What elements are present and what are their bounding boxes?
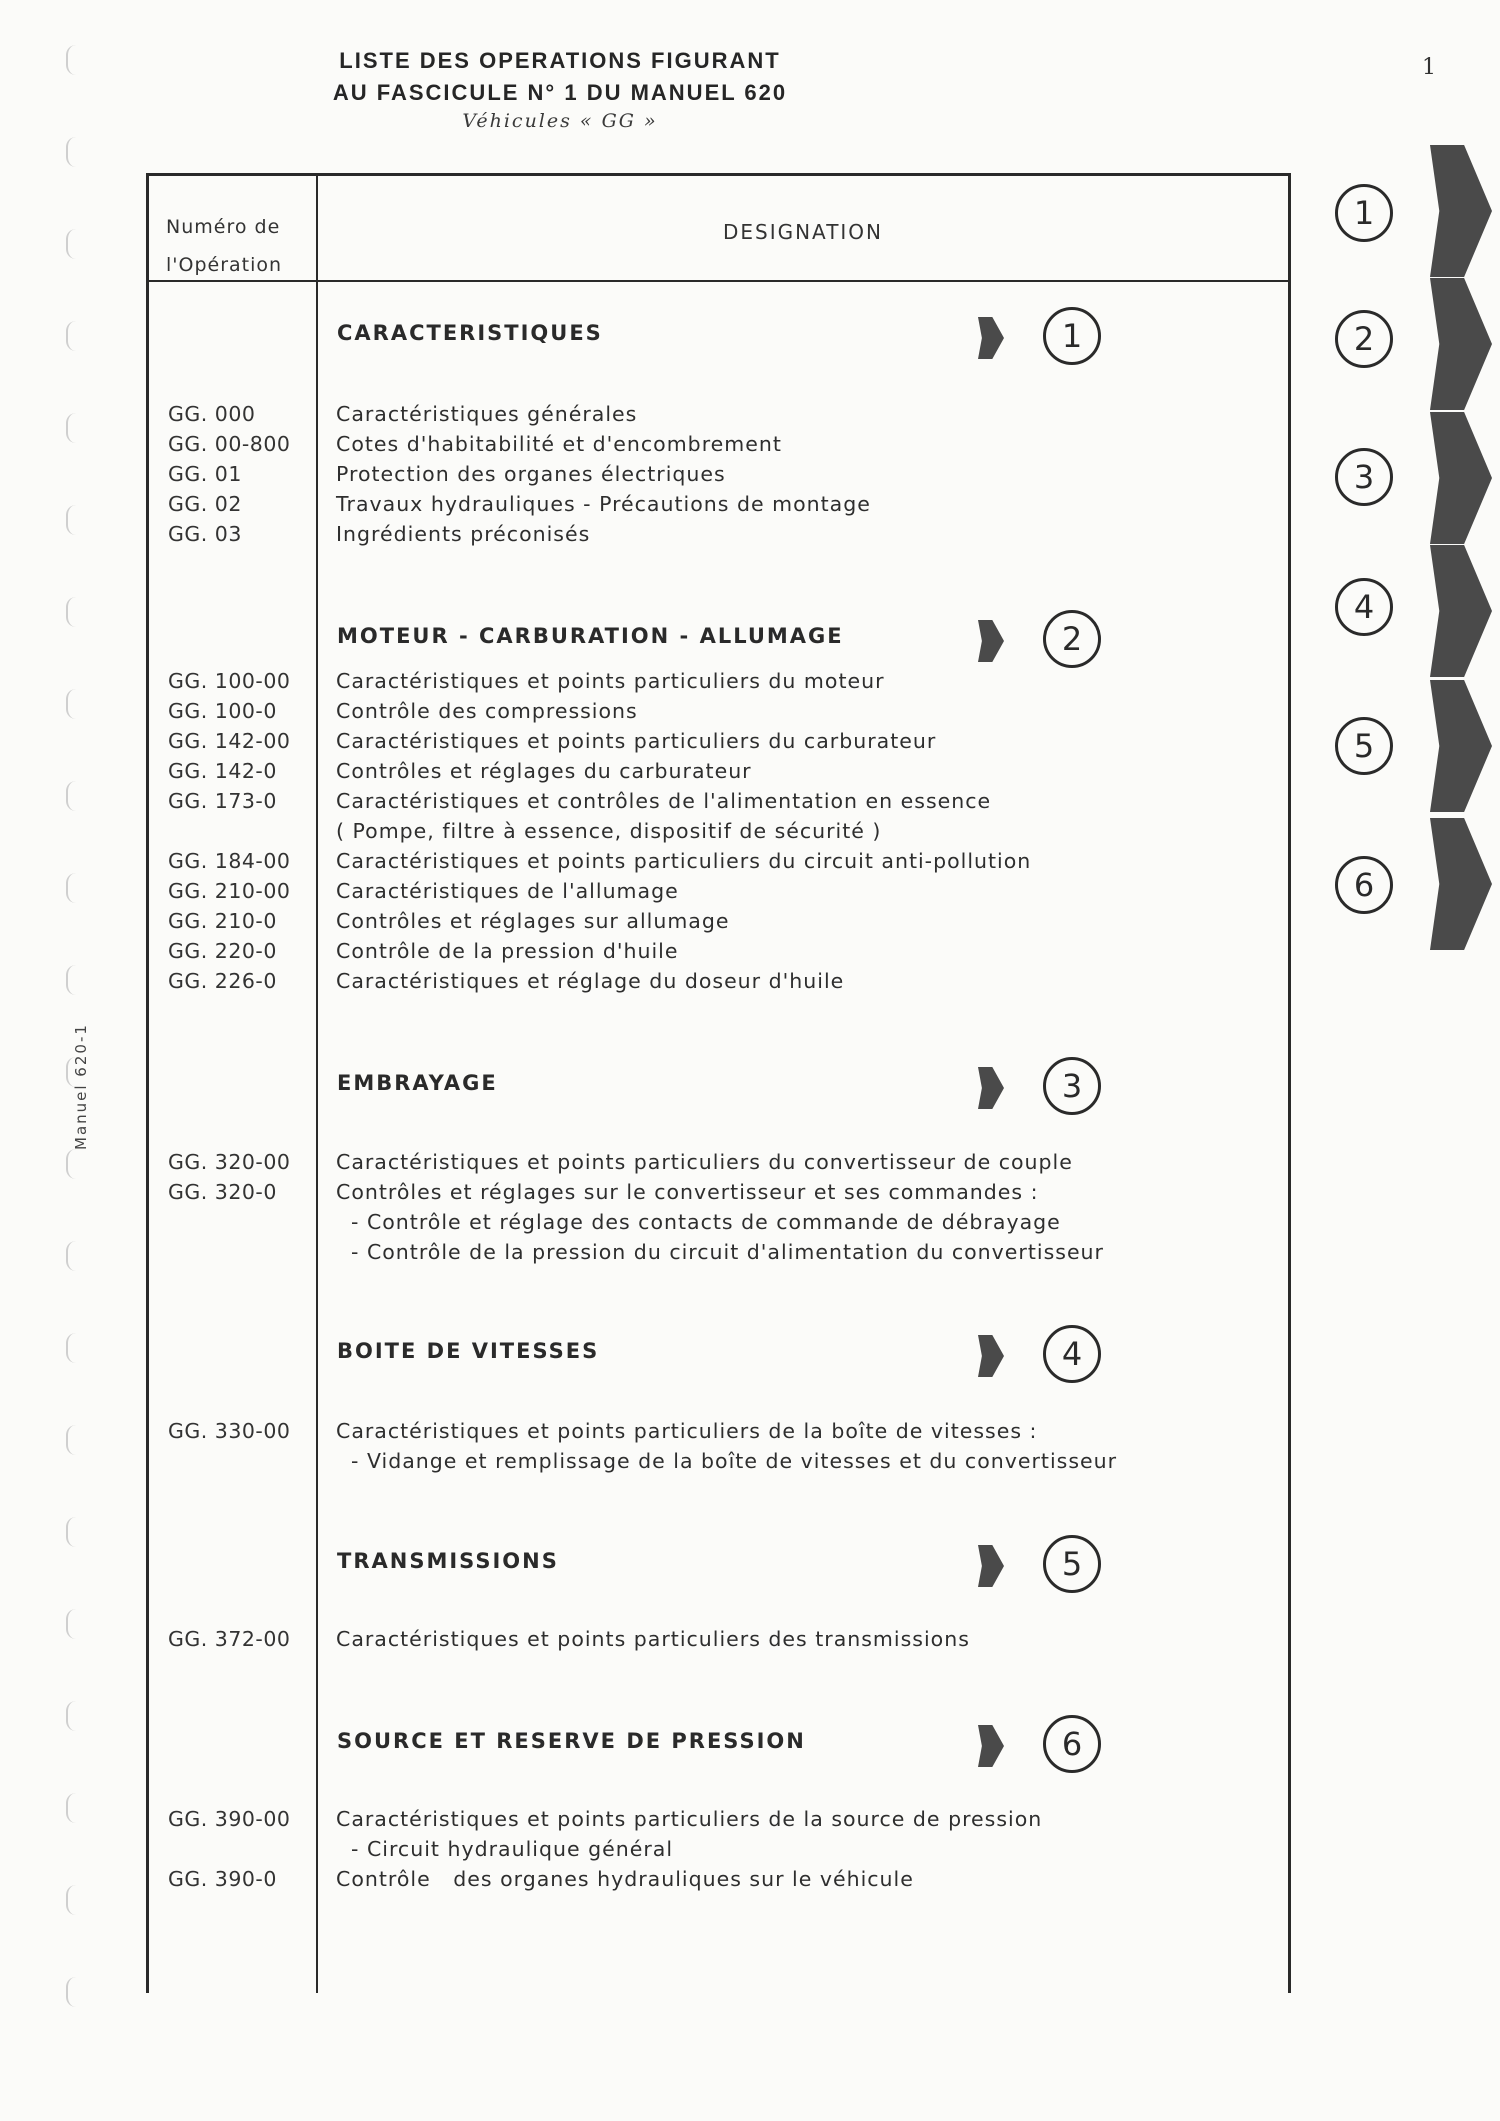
operation-designation: Contrôle des organes hydrauliques sur le véhicule	[336, 1867, 914, 1891]
binding-hole-mark	[66, 873, 86, 903]
tab-arrow-icon	[1430, 680, 1492, 812]
operation-code: GG. 320-00	[168, 1150, 291, 1174]
binding-hole-mark	[66, 1333, 86, 1363]
operation-code: GG. 320-0	[168, 1180, 277, 1204]
tab-number-badge[interactable]: 5	[1335, 717, 1393, 775]
section-number-badge: 1	[1043, 307, 1101, 365]
binding-hole-mark	[66, 413, 86, 443]
binding-hole-mark	[66, 1241, 86, 1271]
section-title: SOURCE ET RESERVE DE PRESSION	[337, 1729, 806, 1753]
operation-code: GG. 03	[168, 522, 242, 546]
operation-designation: - Vidange et remplissage de la boîte de vitesses et du convertisseur	[336, 1449, 1118, 1473]
column-header-designation: DESIGNATION	[722, 220, 884, 244]
table-middle-rule	[316, 173, 318, 1993]
operation-code: GG. 100-0	[168, 699, 277, 723]
operation-code: GG. 390-00	[168, 1807, 291, 1831]
operation-code: GG. 01	[168, 462, 242, 486]
operation-designation: Protection des organes électriques	[336, 462, 726, 486]
page-number: 1	[1422, 55, 1436, 80]
operation-designation: Caractéristiques et points particuliers du convertisseur de couple	[336, 1150, 1073, 1174]
operation-code: GG. 02	[168, 492, 242, 516]
operation-designation: Caractéristiques et points particuliers du moteur	[336, 669, 885, 693]
column-header-number	[166, 208, 282, 284]
operation-designation: Contrôles et réglages du carburateur	[336, 759, 752, 783]
table-right-rule	[1288, 173, 1291, 1993]
binding-hole-mark	[66, 781, 86, 811]
tab-arrow-icon	[1430, 145, 1492, 277]
operation-designation: Contrôle des compressions	[336, 699, 638, 723]
operation-designation: Caractéristiques et contrôles de l'alimentation en essence	[336, 789, 992, 813]
binding-hole-mark	[66, 1793, 86, 1823]
tab-arrow-icon	[1430, 278, 1492, 410]
operation-code: GG. 184-00	[168, 849, 291, 873]
table-header-rule	[148, 280, 1291, 282]
binding-hole-mark	[66, 1977, 86, 2007]
operation-designation: Contrôles et réglages sur le convertisseur et ses commandes :	[336, 1180, 1039, 1204]
operation-designation: ( Pompe, filtre à essence, dispositif de sécurité )	[336, 819, 882, 843]
operation-code: GG. 210-00	[168, 879, 291, 903]
binding-hole-mark	[66, 321, 86, 351]
operation-code: GG. 330-00	[168, 1419, 291, 1443]
section-number-badge: 5	[1043, 1535, 1101, 1593]
binding-hole-mark	[66, 689, 86, 719]
section-title: BOITE DE VITESSES	[337, 1339, 600, 1363]
tab-number-badge[interactable]: 6	[1335, 856, 1393, 914]
operation-designation: Caractéristiques et points particuliers du carburateur	[336, 729, 937, 753]
table-left-rule	[146, 173, 149, 1993]
operation-code: GG. 100-00	[168, 669, 291, 693]
section-arrow-icon	[978, 317, 1004, 359]
tab-number-badge[interactable]: 2	[1335, 310, 1393, 368]
tab-arrow-icon	[1430, 818, 1492, 950]
operation-code: GG. 390-0	[168, 1867, 277, 1891]
operation-code: GG. 00-800	[168, 432, 291, 456]
operation-code: GG. 220-0	[168, 939, 277, 963]
tab-number-badge[interactable]: 1	[1335, 184, 1393, 242]
operation-designation: Caractéristiques de l'allumage	[336, 879, 679, 903]
tab-number-badge[interactable]: 3	[1335, 448, 1393, 506]
binding-hole-mark	[66, 45, 86, 75]
operation-designation: Caractéristiques et points particuliers des transmissions	[336, 1627, 970, 1651]
operation-designation: Caractéristiques et points particuliers de la source de pression	[336, 1807, 1043, 1831]
binding-hole-mark	[66, 1609, 86, 1639]
operation-code: GG. 142-00	[168, 729, 291, 753]
operation-code: GG. 226-0	[168, 969, 277, 993]
section-title: MOTEUR - CARBURATION - ALLUMAGE	[337, 624, 844, 648]
operation-designation: Caractéristiques et réglage du doseur d'huile	[336, 969, 845, 993]
binding-hole-mark	[66, 597, 86, 627]
section-number-badge: 2	[1043, 610, 1101, 668]
binding-hole-mark	[66, 1885, 86, 1915]
operation-code: GG. 142-0	[168, 759, 277, 783]
section-arrow-icon	[978, 1725, 1004, 1767]
column-header-number-line-1: Numéro de	[166, 216, 281, 238]
binding-hole-mark	[66, 229, 86, 259]
binding-hole-mark	[66, 965, 86, 995]
binding-hole-mark	[66, 137, 86, 167]
section-arrow-icon	[978, 1335, 1004, 1377]
section-arrow-icon	[978, 1067, 1004, 1109]
operation-designation: Caractéristiques et points particuliers de la boîte de vitesses :	[336, 1419, 1038, 1443]
operation-designation: - Circuit hydraulique général	[336, 1837, 674, 1861]
side-manual-label: Manuel 620-1	[72, 1023, 90, 1150]
operation-designation: Caractéristiques et points particuliers du circuit anti-pollution	[336, 849, 1032, 873]
operation-designation: Contrôles et réglages sur allumage	[336, 909, 730, 933]
binding-hole-mark	[66, 1701, 86, 1731]
section-number-badge: 3	[1043, 1057, 1101, 1115]
operation-code: GG. 210-0	[168, 909, 277, 933]
operation-designation: Contrôle de la pression d'huile	[336, 939, 679, 963]
binding-hole-mark	[66, 1517, 86, 1547]
tab-arrow-icon	[1430, 412, 1492, 544]
operation-designation: Travaux hydrauliques - Précautions de montage	[336, 492, 871, 516]
section-arrow-icon	[978, 620, 1004, 662]
title-subtitle: Véhicules « GG »	[462, 110, 658, 132]
column-header-number-line-2: l'Opération	[166, 254, 283, 276]
tab-number-badge[interactable]: 4	[1335, 578, 1393, 636]
binding-hole-mark	[66, 1425, 86, 1455]
operation-code: GG. 173-0	[168, 789, 277, 813]
title-line-2: AU FASCICULE N° 1 DU MANUEL 620	[332, 80, 788, 105]
section-arrow-icon	[978, 1545, 1004, 1587]
operation-designation: Caractéristiques générales	[336, 402, 638, 426]
section-title: EMBRAYAGE	[337, 1071, 498, 1095]
operation-designation: Ingrédients préconisés	[336, 522, 591, 546]
title-line-1: LISTE DES OPERATIONS FIGURANT	[339, 48, 781, 73]
operation-designation: - Contrôle et réglage des contacts de commande de débrayage	[336, 1210, 1061, 1234]
operation-designation: - Contrôle de la pression du circuit d'alimentation du convertisseur	[336, 1240, 1104, 1264]
table-top-rule	[148, 173, 1291, 176]
tab-arrow-icon	[1430, 545, 1492, 677]
section-number-badge: 4	[1043, 1325, 1101, 1383]
section-title: CARACTERISTIQUES	[337, 321, 603, 345]
section-title: TRANSMISSIONS	[337, 1549, 559, 1573]
operation-code: GG. 000	[168, 402, 256, 426]
operation-code: GG. 372-00	[168, 1627, 291, 1651]
binding-hole-mark	[66, 1149, 86, 1179]
operation-designation: Cotes d'habitabilité et d'encombrement	[336, 432, 782, 456]
binding-hole-mark	[66, 505, 86, 535]
section-number-badge: 6	[1043, 1715, 1101, 1773]
